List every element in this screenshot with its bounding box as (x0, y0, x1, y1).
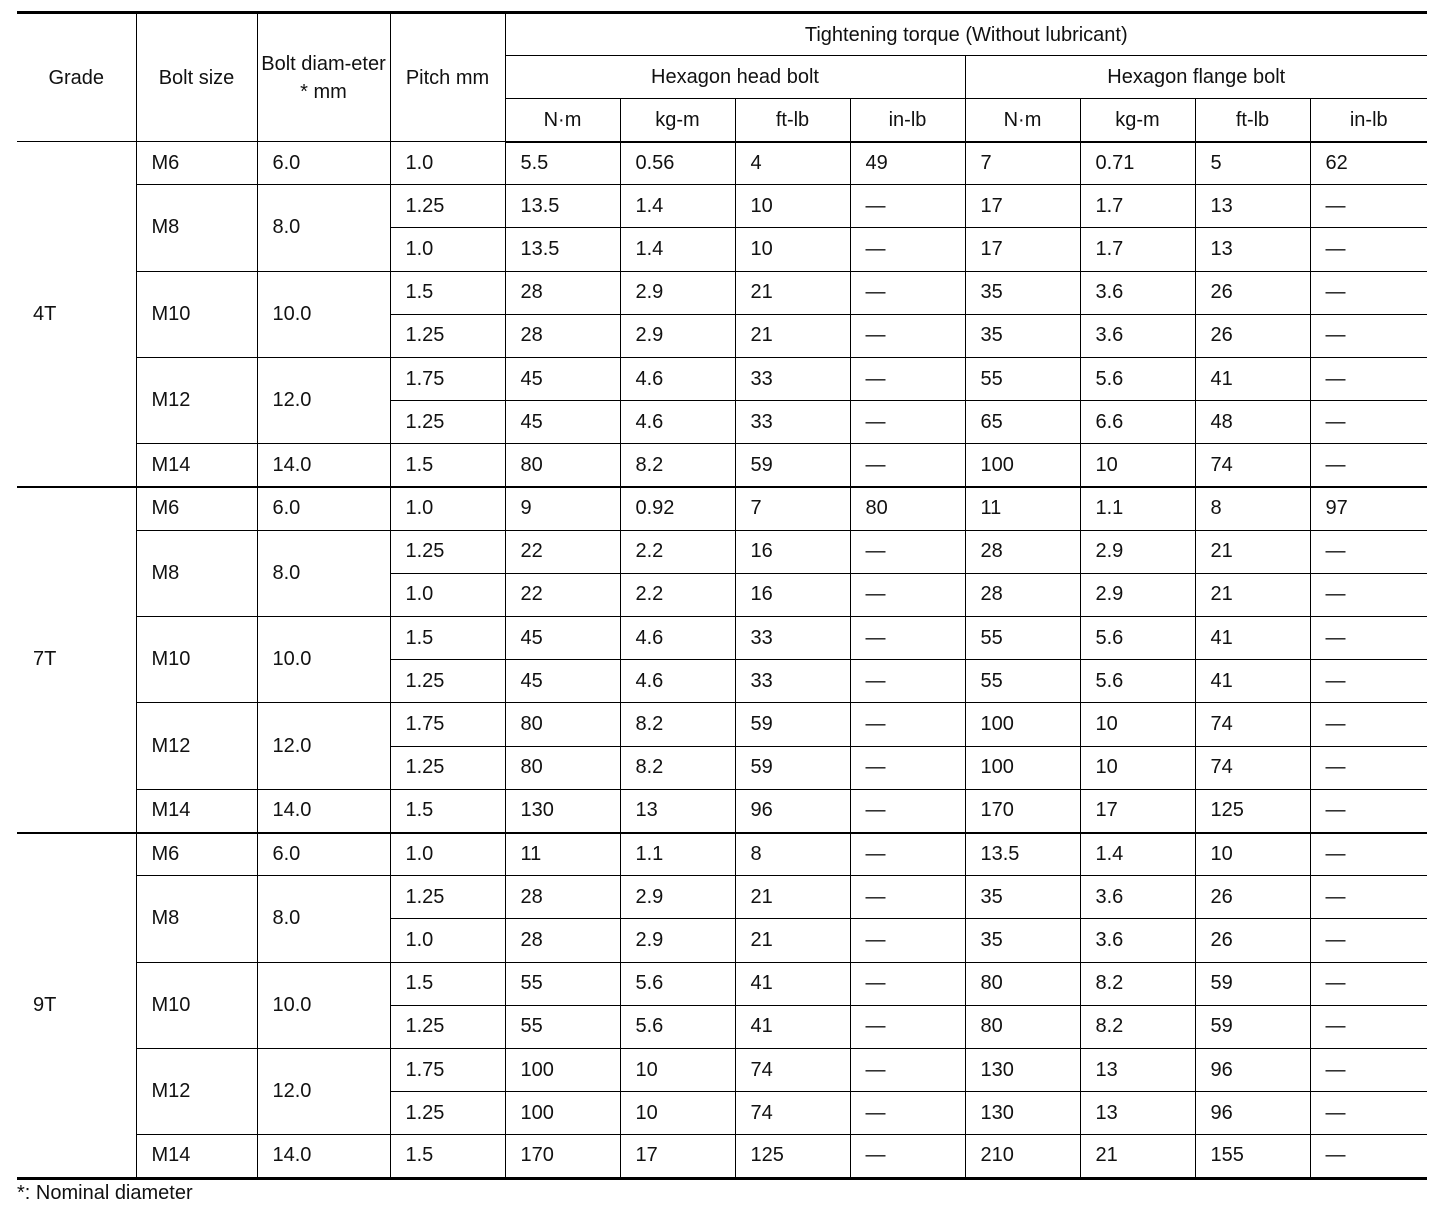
head-torque-cell: 17 (620, 1135, 735, 1178)
head-torque-cell: 2.2 (620, 573, 735, 616)
head-torque-cell: — (850, 1005, 965, 1048)
flange-torque-cell: 55 (965, 357, 1080, 400)
flange-torque-cell: 65 (965, 401, 1080, 444)
head-torque-cell: — (850, 185, 965, 228)
head-torque-cell: 80 (850, 487, 965, 530)
flange-torque-cell: 21 (1195, 573, 1310, 616)
table-body (17, 142, 1427, 1179)
flange-torque-cell: 97 (1310, 487, 1427, 530)
bolt-size-cell: M14 (136, 1135, 257, 1178)
bolt-size-cell: M10 (136, 962, 257, 1048)
flange-torque-cell: — (1310, 919, 1427, 962)
head-torque-cell: 16 (735, 530, 850, 573)
head-torque-cell: — (850, 962, 965, 1005)
flange-torque-cell: 1.1 (1080, 487, 1195, 530)
bolt-diameter-cell: 6.0 (257, 833, 390, 876)
bolt-diameter-cell: 6.0 (257, 487, 390, 530)
pitch-cell: 1.25 (390, 876, 505, 919)
bolt-size-cell: M12 (136, 1048, 257, 1134)
flange-torque-cell: — (1310, 228, 1427, 271)
head-torque-cell: — (850, 357, 965, 400)
flange-torque-cell: 74 (1195, 746, 1310, 789)
flange-torque-cell: 1.7 (1080, 228, 1195, 271)
table-row (17, 357, 1427, 400)
flange-torque-cell: 5.6 (1080, 660, 1195, 703)
flange-torque-cell: 48 (1195, 401, 1310, 444)
bolt-diameter-cell: 12.0 (257, 1048, 390, 1134)
head-torque-cell: 33 (735, 617, 850, 660)
unit-header: N·m (965, 99, 1080, 142)
head-torque-cell: — (850, 228, 965, 271)
pitch-cell: 1.25 (390, 746, 505, 789)
flange-torque-cell: 17 (1080, 789, 1195, 832)
flange-torque-cell: 155 (1195, 1135, 1310, 1178)
bolt-size-cell: M12 (136, 703, 257, 789)
bolt-diameter-cell: 8.0 (257, 876, 390, 962)
unit-header: N·m (505, 99, 620, 142)
pitch-cell: 1.0 (390, 919, 505, 962)
grade-cell: 4T (17, 142, 136, 488)
bolt-size-cell: M12 (136, 357, 257, 443)
bolt-size-cell: M8 (136, 530, 257, 616)
head-torque-cell: 2.9 (620, 314, 735, 357)
head-torque-cell: 45 (505, 401, 620, 444)
flange-torque-cell: 13 (1195, 185, 1310, 228)
flange-torque-cell: 10 (1080, 703, 1195, 746)
flange-torque-cell: 74 (1195, 444, 1310, 487)
flange-torque-cell: 96 (1195, 1048, 1310, 1091)
flange-torque-cell: 35 (965, 271, 1080, 314)
bolt-size-cell: M14 (136, 444, 257, 487)
head-torque-cell: 80 (505, 703, 620, 746)
head-torque-cell: 28 (505, 314, 620, 357)
bolt-diameter-cell: 8.0 (257, 185, 390, 271)
flange-torque-cell: 5 (1195, 142, 1310, 185)
head-torque-cell: 4.6 (620, 660, 735, 703)
flange-torque-cell: 59 (1195, 962, 1310, 1005)
bolt-size-cell: M10 (136, 271, 257, 357)
head-torque-cell: 13 (620, 789, 735, 832)
flange-torque-cell: 13 (1195, 228, 1310, 271)
grade-cell: 7T (17, 487, 136, 833)
flange-torque-cell: 100 (965, 703, 1080, 746)
flange-torque-cell: 8.2 (1080, 962, 1195, 1005)
flange-torque-cell: 26 (1195, 271, 1310, 314)
table-row (17, 962, 1427, 1005)
head-torque-cell: — (850, 314, 965, 357)
flange-torque-cell: 80 (965, 962, 1080, 1005)
head-torque-cell: 2.9 (620, 919, 735, 962)
head-torque-cell: — (850, 401, 965, 444)
bolt-diameter-cell: 10.0 (257, 271, 390, 357)
head-torque-cell: 59 (735, 703, 850, 746)
flange-torque-cell: 170 (965, 789, 1080, 832)
flange-torque-cell: 26 (1195, 919, 1310, 962)
pitch-cell: 1.75 (390, 1048, 505, 1091)
flange-torque-cell: 13.5 (965, 833, 1080, 876)
flange-torque-cell: 41 (1195, 617, 1310, 660)
table-row (17, 789, 1427, 832)
flange-torque-cell: 8.2 (1080, 1005, 1195, 1048)
table-row (17, 617, 1427, 660)
bolt-size-cell: M6 (136, 833, 257, 876)
head-torque-cell: 2.2 (620, 530, 735, 573)
bolt-diameter-cell: 14.0 (257, 444, 390, 487)
flange-torque-cell: — (1310, 1048, 1427, 1091)
head-torque-cell: 28 (505, 876, 620, 919)
unit-header: in-lb (1310, 99, 1427, 142)
pitch-cell: 1.75 (390, 703, 505, 746)
footnote: *: Nominal diameter (17, 1182, 193, 1204)
flange-torque-cell: 2.9 (1080, 530, 1195, 573)
head-torque-cell: 45 (505, 617, 620, 660)
pitch-cell: 1.5 (390, 789, 505, 832)
flange-torque-cell: 62 (1310, 142, 1427, 185)
head-torque-cell: 0.56 (620, 142, 735, 185)
pitch-cell: 1.0 (390, 573, 505, 616)
flange-torque-cell: 210 (965, 1135, 1080, 1178)
bolt-diameter-cell: 10.0 (257, 962, 390, 1048)
head-torque-cell: 1.1 (620, 833, 735, 876)
pitch-cell: 1.25 (390, 185, 505, 228)
unit-header: kg-m (1080, 99, 1195, 142)
flange-torque-cell: — (1310, 573, 1427, 616)
head-torque-cell: 5.6 (620, 1005, 735, 1048)
bolt-size-cell: M6 (136, 487, 257, 530)
head-torque-cell: 13.5 (505, 228, 620, 271)
flange-torque-cell: 35 (965, 314, 1080, 357)
table-row (17, 1048, 1427, 1091)
grade-cell: 9T (17, 833, 136, 1179)
flange-torque-cell: 13 (1080, 1048, 1195, 1091)
head-torque-cell: — (850, 617, 965, 660)
flange-torque-cell: — (1310, 530, 1427, 573)
head-torque-cell: 80 (505, 444, 620, 487)
flange-torque-cell: 0.71 (1080, 142, 1195, 185)
head-torque-cell: — (850, 444, 965, 487)
head-torque-cell: 16 (735, 573, 850, 616)
head-torque-cell: 22 (505, 573, 620, 616)
flange-torque-cell: 74 (1195, 703, 1310, 746)
table-row (17, 444, 1427, 487)
pitch-cell: 1.5 (390, 444, 505, 487)
pitch-cell: 1.5 (390, 962, 505, 1005)
bolt-size-cell: M8 (136, 876, 257, 962)
flange-torque-cell: 17 (965, 228, 1080, 271)
head-torque-cell: — (850, 876, 965, 919)
flange-torque-cell: 26 (1195, 876, 1310, 919)
flange-torque-cell: — (1310, 1005, 1427, 1048)
pitch-cell: 1.25 (390, 401, 505, 444)
head-torque-cell: 4.6 (620, 617, 735, 660)
head-torque-cell: — (850, 746, 965, 789)
head-torque-cell: 21 (735, 919, 850, 962)
flange-torque-cell: — (1310, 357, 1427, 400)
flange-torque-cell: 10 (1080, 444, 1195, 487)
bolt-diameter-cell: 14.0 (257, 789, 390, 832)
flange-torque-cell: 55 (965, 660, 1080, 703)
head-torque-cell: 100 (505, 1092, 620, 1135)
head-torque-cell: — (850, 703, 965, 746)
head-torque-cell: 74 (735, 1048, 850, 1091)
head-torque-cell: 33 (735, 357, 850, 400)
flange-torque-cell: — (1310, 789, 1427, 832)
head-torque-cell: 1.4 (620, 185, 735, 228)
header-pitch: Pitch mm (390, 13, 505, 142)
bolt-diameter-cell: 8.0 (257, 530, 390, 616)
bolt-diameter-cell: 12.0 (257, 703, 390, 789)
pitch-cell: 1.25 (390, 660, 505, 703)
flange-torque-cell: 80 (965, 1005, 1080, 1048)
pitch-cell: 1.5 (390, 1135, 505, 1178)
head-torque-cell: 5.6 (620, 962, 735, 1005)
flange-torque-cell: 26 (1195, 314, 1310, 357)
head-torque-cell: — (850, 919, 965, 962)
head-torque-cell: 170 (505, 1135, 620, 1178)
header-hexagon-flange-bolt: Hexagon flange bolt (965, 56, 1427, 99)
head-torque-cell: 59 (735, 444, 850, 487)
head-torque-cell: 130 (505, 789, 620, 832)
table-row (17, 703, 1427, 746)
bolt-diameter-cell: 6.0 (257, 142, 390, 185)
flange-torque-cell: 13 (1080, 1092, 1195, 1135)
flange-torque-cell: 35 (965, 876, 1080, 919)
head-torque-cell: 4 (735, 142, 850, 185)
bolt-size-cell: M10 (136, 617, 257, 703)
flange-torque-cell: — (1310, 401, 1427, 444)
flange-torque-cell: 96 (1195, 1092, 1310, 1135)
flange-torque-cell: — (1310, 962, 1427, 1005)
head-torque-cell: 74 (735, 1092, 850, 1135)
head-torque-cell: 33 (735, 401, 850, 444)
head-torque-cell: 28 (505, 271, 620, 314)
flange-torque-cell: 11 (965, 487, 1080, 530)
head-torque-cell: 0.92 (620, 487, 735, 530)
pitch-cell: 1.25 (390, 1092, 505, 1135)
flange-torque-cell: 100 (965, 444, 1080, 487)
head-torque-cell: — (850, 833, 965, 876)
flange-torque-cell: 5.6 (1080, 357, 1195, 400)
flange-torque-cell: 130 (965, 1092, 1080, 1135)
head-torque-cell: 96 (735, 789, 850, 832)
header-tightening-torque: Tightening torque (Without lubricant) (505, 13, 1427, 56)
pitch-cell: 1.0 (390, 833, 505, 876)
flange-torque-cell: 100 (965, 746, 1080, 789)
bolt-diameter-cell: 14.0 (257, 1135, 390, 1178)
head-torque-cell: 33 (735, 660, 850, 703)
unit-header: ft-lb (1195, 99, 1310, 142)
flange-torque-cell: 6.6 (1080, 401, 1195, 444)
bolt-diameter-cell: 10.0 (257, 617, 390, 703)
head-torque-cell: — (850, 573, 965, 616)
head-torque-cell: — (850, 271, 965, 314)
torque-table-container (17, 11, 1427, 1180)
head-torque-cell: 41 (735, 1005, 850, 1048)
head-torque-cell: 41 (735, 962, 850, 1005)
flange-torque-cell: 35 (965, 919, 1080, 962)
flange-torque-cell: 28 (965, 573, 1080, 616)
flange-torque-cell: 10 (1080, 746, 1195, 789)
table-header (17, 13, 1427, 142)
flange-torque-cell: — (1310, 314, 1427, 357)
pitch-cell: 1.5 (390, 271, 505, 314)
head-torque-cell: 5.5 (505, 142, 620, 185)
flange-torque-cell: 41 (1195, 660, 1310, 703)
head-torque-cell: 45 (505, 660, 620, 703)
head-torque-cell: 55 (505, 962, 620, 1005)
bolt-diameter-cell: 12.0 (257, 357, 390, 443)
flange-torque-cell: 130 (965, 1048, 1080, 1091)
header-bolt-size: Bolt size (136, 13, 257, 142)
flange-torque-cell: 125 (1195, 789, 1310, 832)
flange-torque-cell: 41 (1195, 357, 1310, 400)
flange-torque-cell: — (1310, 444, 1427, 487)
head-torque-cell: — (850, 1135, 965, 1178)
pitch-cell: 1.5 (390, 617, 505, 660)
table-row (17, 185, 1427, 228)
head-torque-cell: — (850, 660, 965, 703)
head-torque-cell: 8.2 (620, 746, 735, 789)
table-row (17, 1135, 1427, 1178)
head-torque-cell: — (850, 1048, 965, 1091)
flange-torque-cell: 21 (1080, 1135, 1195, 1178)
flange-torque-cell: 7 (965, 142, 1080, 185)
flange-torque-cell: 2.9 (1080, 573, 1195, 616)
head-torque-cell: 7 (735, 487, 850, 530)
pitch-cell: 1.0 (390, 487, 505, 530)
flange-torque-cell: 8 (1195, 487, 1310, 530)
unit-header: ft-lb (735, 99, 850, 142)
flange-torque-cell: — (1310, 185, 1427, 228)
flange-torque-cell: — (1310, 876, 1427, 919)
pitch-cell: 1.75 (390, 357, 505, 400)
flange-torque-cell: — (1310, 746, 1427, 789)
flange-torque-cell: — (1310, 1135, 1427, 1178)
pitch-cell: 1.25 (390, 530, 505, 573)
head-torque-cell: 9 (505, 487, 620, 530)
bolt-size-cell: M8 (136, 185, 257, 271)
flange-torque-cell: — (1310, 833, 1427, 876)
flange-torque-cell: — (1310, 271, 1427, 314)
head-torque-cell: 2.9 (620, 876, 735, 919)
flange-torque-cell: 28 (965, 530, 1080, 573)
header-bolt-diameter: Bolt diam-eter * mm (257, 13, 390, 142)
head-torque-cell: 8.2 (620, 444, 735, 487)
head-torque-cell: — (850, 1092, 965, 1135)
table-row (17, 833, 1427, 876)
head-torque-cell: 45 (505, 357, 620, 400)
head-torque-cell: 11 (505, 833, 620, 876)
head-torque-cell: 125 (735, 1135, 850, 1178)
flange-torque-cell: 17 (965, 185, 1080, 228)
head-torque-cell: 80 (505, 746, 620, 789)
head-torque-cell: 21 (735, 271, 850, 314)
table-row (17, 142, 1427, 185)
flange-torque-cell: 3.6 (1080, 876, 1195, 919)
flange-torque-cell: 3.6 (1080, 919, 1195, 962)
torque-table (17, 11, 1427, 1180)
bolt-size-cell: M6 (136, 142, 257, 185)
pitch-cell: 1.25 (390, 314, 505, 357)
flange-torque-cell: 1.7 (1080, 185, 1195, 228)
head-torque-cell: 10 (620, 1048, 735, 1091)
head-torque-cell: 2.9 (620, 271, 735, 314)
head-torque-cell: 10 (735, 228, 850, 271)
head-torque-cell: 55 (505, 1005, 620, 1048)
head-torque-cell: 21 (735, 876, 850, 919)
head-torque-cell: 100 (505, 1048, 620, 1091)
table-row (17, 271, 1427, 314)
head-torque-cell: 21 (735, 314, 850, 357)
pitch-cell: 1.0 (390, 228, 505, 271)
unit-header: kg-m (620, 99, 735, 142)
unit-header: in-lb (850, 99, 965, 142)
head-torque-cell: 1.4 (620, 228, 735, 271)
head-torque-cell: — (850, 530, 965, 573)
flange-torque-cell: 10 (1195, 833, 1310, 876)
table-row (17, 530, 1427, 573)
flange-torque-cell: 3.6 (1080, 314, 1195, 357)
bolt-size-cell: M14 (136, 789, 257, 832)
table-row (17, 876, 1427, 919)
flange-torque-cell: 3.6 (1080, 271, 1195, 314)
header-grade: Grade (17, 13, 136, 142)
head-torque-cell: 28 (505, 919, 620, 962)
flange-torque-cell: 59 (1195, 1005, 1310, 1048)
head-torque-cell: 59 (735, 746, 850, 789)
flange-torque-cell: 21 (1195, 530, 1310, 573)
flange-torque-cell: 1.4 (1080, 833, 1195, 876)
pitch-cell: 1.25 (390, 1005, 505, 1048)
head-torque-cell: 13.5 (505, 185, 620, 228)
header-hexagon-head-bolt: Hexagon head bolt (505, 56, 965, 99)
table-row (17, 487, 1427, 530)
flange-torque-cell: 55 (965, 617, 1080, 660)
flange-torque-cell: 5.6 (1080, 617, 1195, 660)
head-torque-cell: 4.6 (620, 401, 735, 444)
flange-torque-cell: — (1310, 703, 1427, 746)
head-torque-cell: 10 (620, 1092, 735, 1135)
pitch-cell: 1.0 (390, 142, 505, 185)
head-torque-cell: 8 (735, 833, 850, 876)
head-torque-cell: — (850, 789, 965, 832)
flange-torque-cell: — (1310, 1092, 1427, 1135)
flange-torque-cell: — (1310, 617, 1427, 660)
head-torque-cell: 4.6 (620, 357, 735, 400)
head-torque-cell: 22 (505, 530, 620, 573)
head-torque-cell: 49 (850, 142, 965, 185)
flange-torque-cell: — (1310, 660, 1427, 703)
head-torque-cell: 8.2 (620, 703, 735, 746)
head-torque-cell: 10 (735, 185, 850, 228)
